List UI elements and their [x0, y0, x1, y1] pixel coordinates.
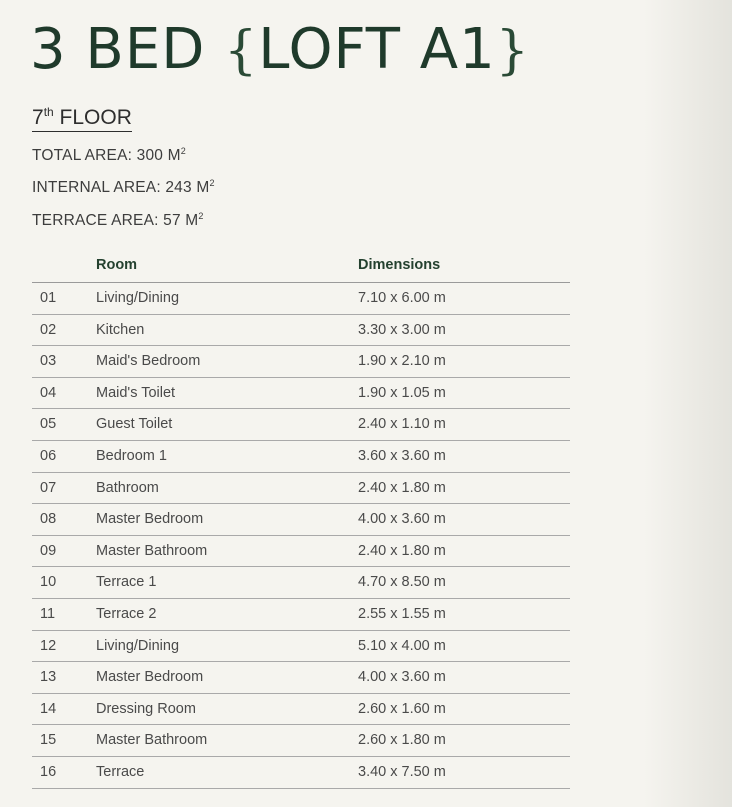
table-header [32, 250, 570, 283]
table-row [32, 567, 570, 599]
title-open-brace: { [224, 21, 259, 81]
row-room: Dressing Room [96, 700, 196, 717]
row-room: Terrace 1 [96, 574, 157, 591]
header-room: Room [96, 257, 138, 273]
table-row [32, 504, 570, 536]
title-prefix: 3 BED [30, 17, 225, 82]
total-area-unit-sup: 2 [180, 146, 186, 156]
room-dimensions-table [32, 250, 570, 789]
row-room: Master Bathroom [96, 542, 208, 559]
row-room: Terrace [96, 763, 145, 780]
table-row [32, 409, 570, 441]
row-number: 02 [40, 321, 57, 338]
title-name: LOFT A1 [258, 17, 496, 82]
row-dimensions: 2.40 x 1.80 m [358, 542, 446, 559]
terrace-area-text: TERRACE AREA: 57 M [32, 212, 199, 229]
total-area-text: TOTAL AREA: 300 M [32, 147, 181, 164]
floor-heading [32, 100, 132, 132]
row-room: Bathroom [96, 479, 159, 496]
terrace-area-unit-sup: 2 [198, 211, 204, 221]
title-close-brace: } [495, 21, 530, 81]
floor-label: FLOOR [53, 106, 132, 129]
row-dimensions: 4.00 x 3.60 m [358, 669, 446, 686]
row-number: 13 [40, 669, 57, 686]
row-dimensions: 5.10 x 4.00 m [358, 637, 446, 654]
row-number: 16 [40, 763, 57, 780]
row-room: Living/Dining [96, 290, 180, 306]
floor-suffix: th [43, 105, 54, 119]
table-row [32, 599, 570, 631]
floor-number: 7 [32, 106, 44, 129]
row-dimensions: 2.55 x 1.55 m [358, 605, 446, 622]
row-number: 11 [40, 605, 56, 622]
table-row [32, 283, 570, 315]
table-row [32, 757, 570, 789]
table-row [32, 378, 570, 410]
page-title [30, 16, 530, 85]
table-row [32, 536, 570, 568]
row-room: Master Bedroom [96, 511, 204, 528]
row-number: 15 [40, 732, 57, 749]
row-dimensions: 2.60 x 1.60 m [358, 700, 446, 717]
table-row [32, 662, 570, 694]
row-dimensions: 3.60 x 3.60 m [358, 447, 446, 464]
row-number: 06 [40, 447, 57, 464]
internal-area-text: INTERNAL AREA: 243 M [32, 179, 210, 196]
row-number: 07 [40, 479, 57, 496]
internal-area-unit-sup: 2 [209, 178, 215, 188]
row-room: Living/Dining [96, 637, 180, 654]
row-dimensions: 7.10 x 6.00 m [358, 290, 446, 306]
table-row [32, 631, 570, 663]
row-room: Bedroom 1 [96, 447, 167, 464]
total-area [32, 146, 186, 165]
row-room: Maid's Toilet [96, 384, 176, 401]
row-room: Master Bedroom [96, 669, 204, 686]
row-number: 09 [40, 542, 57, 559]
row-room: Master Bathroom [96, 732, 208, 749]
row-number: 05 [40, 416, 57, 433]
row-number: 01 [40, 290, 57, 306]
row-number: 03 [40, 353, 57, 370]
table-row [32, 473, 570, 505]
row-dimensions: 4.70 x 8.50 m [358, 574, 446, 591]
row-room: Maid's Bedroom [96, 353, 201, 370]
row-number: 04 [40, 384, 57, 401]
table-body [32, 283, 570, 789]
row-room: Kitchen [96, 321, 145, 338]
table-row [32, 725, 570, 757]
internal-area [32, 178, 215, 197]
row-room: Guest Toilet [96, 416, 173, 433]
row-dimensions: 3.40 x 7.50 m [358, 763, 446, 780]
header-dimensions: Dimensions [358, 257, 441, 273]
row-dimensions: 3.30 x 3.00 m [358, 321, 446, 338]
table-row [32, 694, 570, 726]
row-dimensions: 1.90 x 2.10 m [358, 353, 446, 370]
terrace-area [32, 211, 204, 230]
row-dimensions: 2.40 x 1.10 m [358, 416, 446, 433]
row-dimensions: 1.90 x 1.05 m [358, 384, 446, 401]
row-number: 12 [40, 637, 57, 654]
table-row [32, 315, 570, 347]
row-number: 08 [40, 511, 57, 528]
table-row [32, 441, 570, 473]
row-dimensions: 2.40 x 1.80 m [358, 479, 446, 496]
row-dimensions: 2.60 x 1.80 m [358, 732, 446, 749]
row-dimensions: 4.00 x 3.60 m [358, 511, 446, 528]
row-room: Terrace 2 [96, 605, 157, 622]
table-row [32, 346, 570, 378]
row-number: 14 [40, 700, 57, 717]
row-number: 10 [40, 574, 57, 591]
